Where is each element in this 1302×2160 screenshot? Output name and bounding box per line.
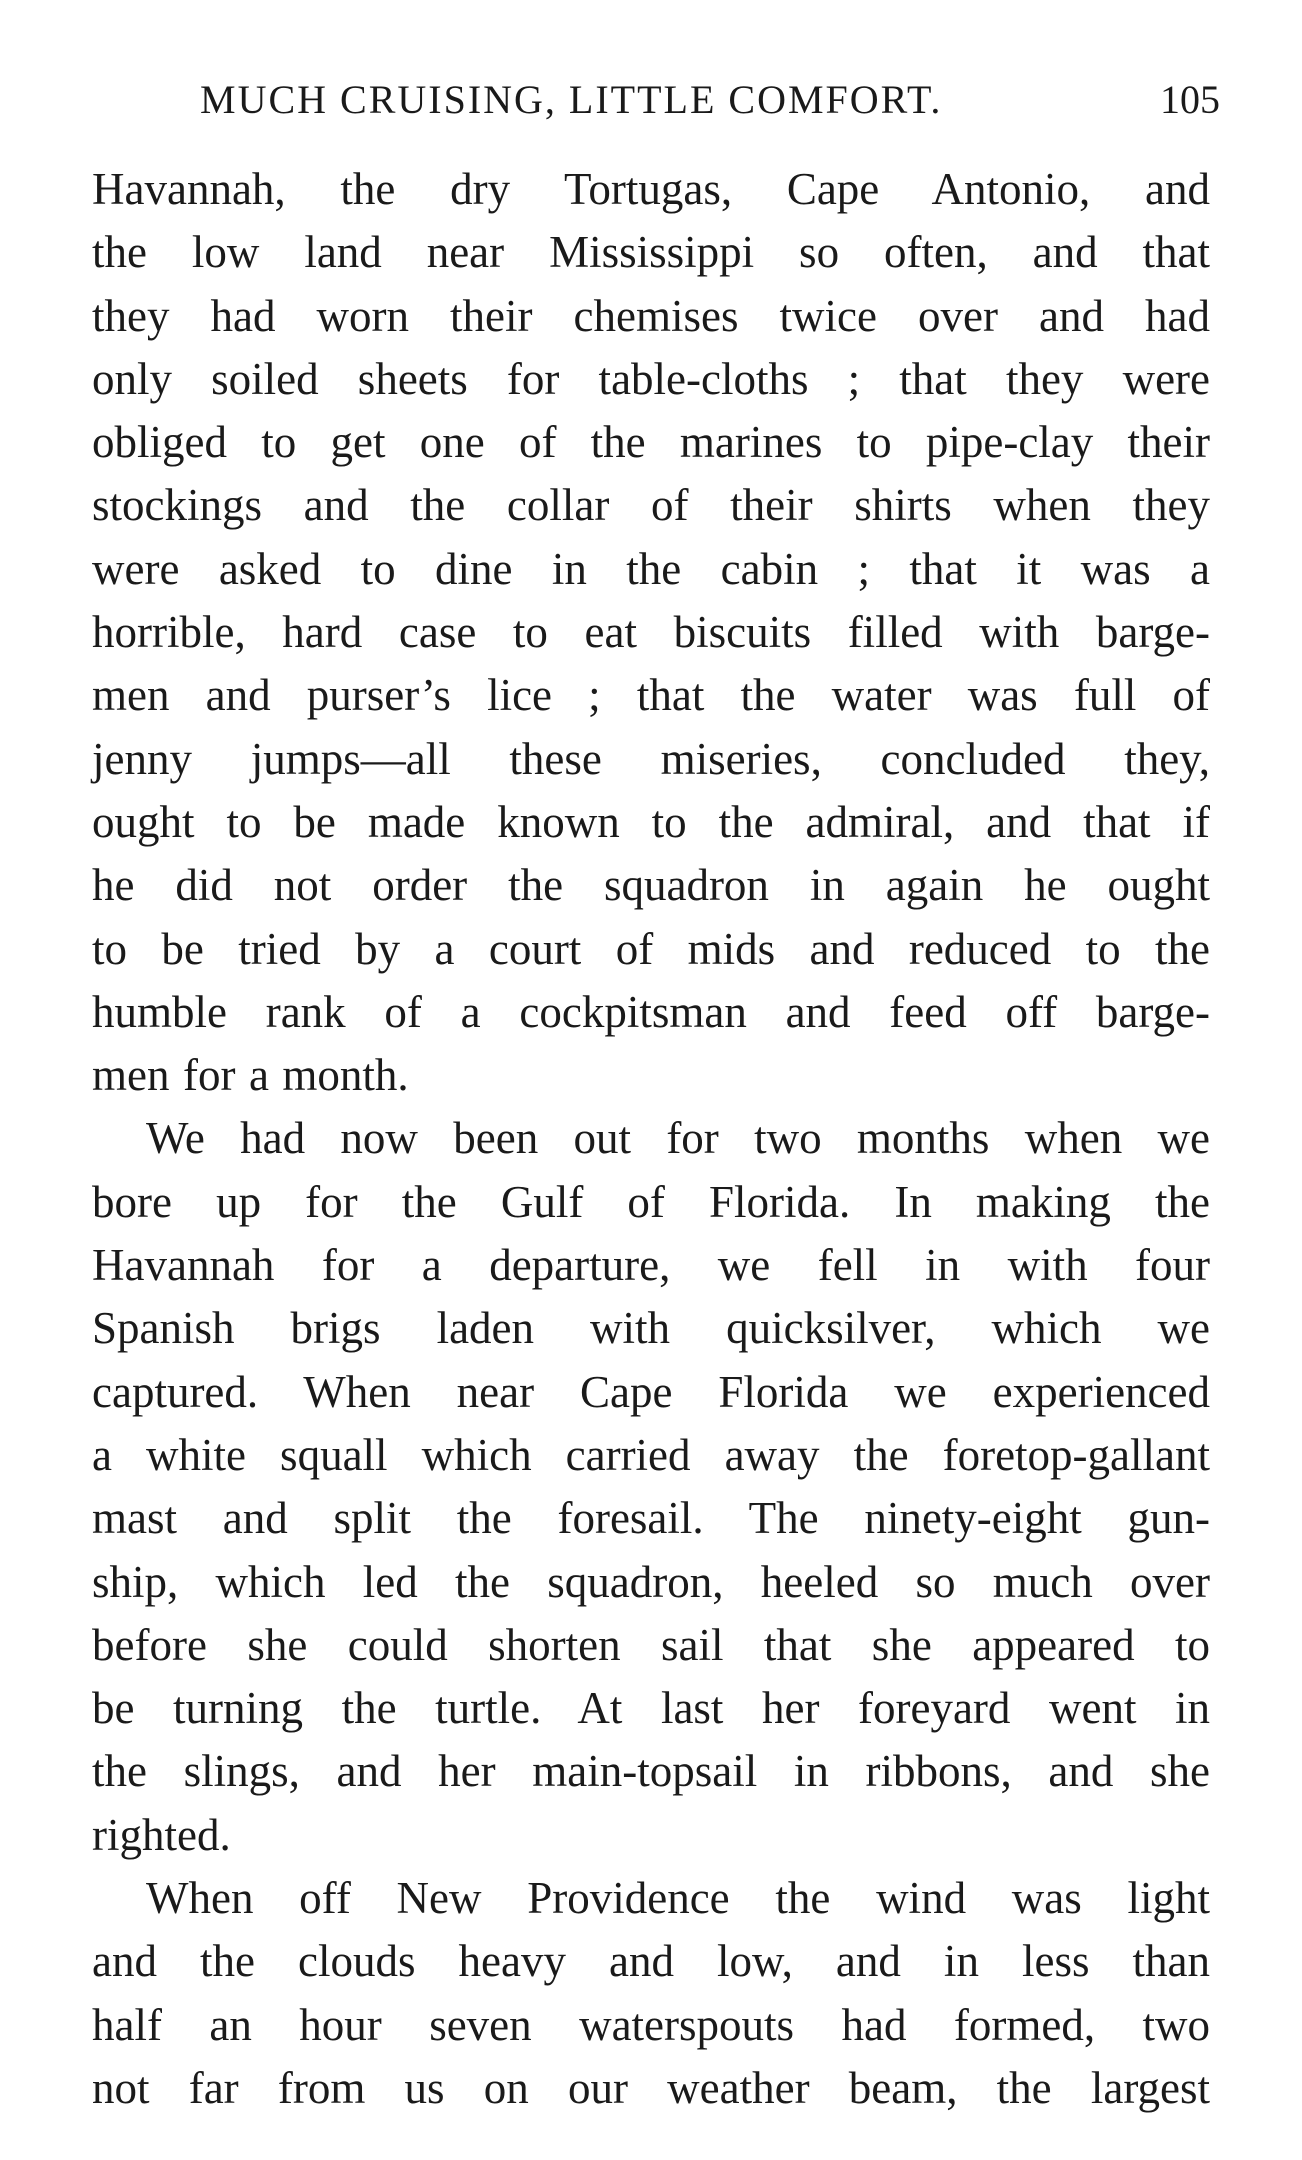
- text-line: not far from us on our weather beam, the largest: [92, 2062, 1210, 2113]
- text-line: horrible, hard case to eat biscuits filled with barge-: [92, 607, 1210, 658]
- text-line: obliged to get one of the marines to pipe-clay their: [92, 417, 1210, 468]
- page-number: 105: [1160, 77, 1220, 122]
- text-line: humble rank of a cockpitsman and feed off barge-: [92, 986, 1210, 1037]
- text-line: were asked to dine in the cabin ; that it was a: [92, 543, 1210, 594]
- running-head: [200, 70, 1220, 130]
- paragraph-first-line: We had now been out for two months when we: [146, 1113, 1210, 1164]
- text-line: they had worn their chemises twice over and had: [92, 290, 1210, 341]
- text-line: bore up for the Gulf of Florida. In making the: [92, 1176, 1210, 1227]
- text-line: ship, which led the squadron, heeled so much over: [92, 1556, 1210, 1607]
- text-line: a white squall which carried away the foretop-gallant: [92, 1429, 1210, 1480]
- text-line: captured. When near Cape Florida we experienced: [92, 1366, 1210, 1417]
- text-line: mast and split the foresail. The ninety-eight gun-: [92, 1493, 1210, 1544]
- text-line: Havannah for a departure, we fell in with four: [92, 1240, 1210, 1291]
- text-line: ought to be made known to the admiral, and that if: [92, 796, 1210, 847]
- paragraph-end-line: men for a month.: [92, 1050, 409, 1101]
- text-line: men and purser’s lice ; that the water was full of: [92, 670, 1210, 721]
- running-title: MUCH CRUISING, LITTLE COMFORT.: [200, 77, 943, 122]
- paragraph-first-line: When off New Providence the wind was light: [146, 1873, 1210, 1924]
- text-line: half an hour seven waterspouts had formed, two: [92, 1999, 1210, 2050]
- text-line: before she could shorten sail that she appeared to: [92, 1619, 1210, 1670]
- body-text: [92, 158, 1210, 2120]
- paragraph-end-line: righted.: [92, 1809, 231, 1860]
- text-line: be turning the turtle. At last her foreyard went in: [92, 1683, 1210, 1734]
- text-line: jenny jumps—all these miseries, concluded they,: [92, 733, 1210, 784]
- text-line: only soiled sheets for table-cloths ; that they were: [92, 353, 1210, 404]
- text-line: the slings, and her main-topsail in ribbons, and she: [92, 1746, 1210, 1797]
- text-line: Havannah, the dry Tortugas, Cape Antonio, and: [92, 164, 1210, 214]
- text-line: stockings and the collar of their shirts when they: [92, 480, 1210, 531]
- text-line: he did not order the squadron in again he ought: [92, 860, 1210, 911]
- text-line: and the clouds heavy and low, and in less than: [92, 1936, 1210, 1987]
- text-line: Spanish brigs laden with quicksilver, which we: [92, 1303, 1210, 1354]
- text-line: the low land near Mississippi so often, and that: [92, 227, 1210, 278]
- text-line: to be tried by a court of mids and reduced to the: [92, 923, 1210, 974]
